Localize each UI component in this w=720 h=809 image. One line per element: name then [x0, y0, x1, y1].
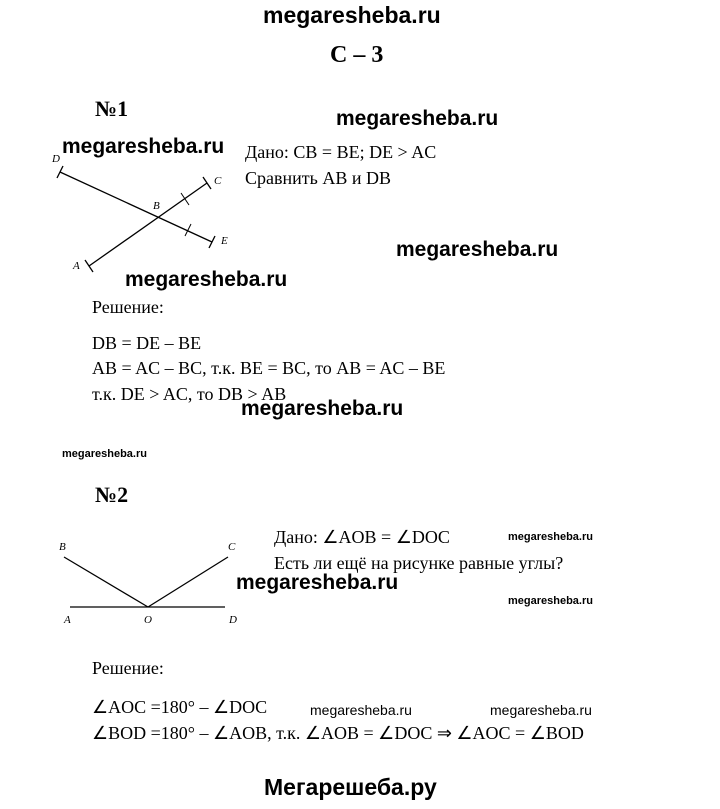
- task1-solution-line-3: т.к. DE > AC, то DB > AB: [92, 384, 287, 404]
- watermark-small: megaresheba.ru: [310, 702, 412, 718]
- watermark-small: megaresheba.ru: [508, 531, 593, 543]
- watermark: megaresheba.ru: [236, 571, 399, 594]
- task1-given: Дано: CB = BE; DE > AC: [245, 142, 437, 162]
- watermark-small: megaresheba.ru: [508, 595, 593, 607]
- task2-ray-OB: [64, 557, 148, 607]
- task1-solution-title: Решение:: [92, 297, 164, 317]
- footer-site-watermark: Мегарешеба.ру: [264, 774, 437, 800]
- task1-question: Сравнить AB и DB: [245, 168, 391, 188]
- task2-given: Дано: ∠AOB = ∠DOC: [274, 527, 450, 547]
- watermark: megaresheba.ru: [125, 268, 288, 291]
- header-site-watermark: megaresheba.ru: [263, 2, 441, 28]
- watermark: megaresheba.ru: [241, 397, 404, 420]
- task2-label-B: B: [59, 541, 66, 553]
- watermark-small: megaresheba.ru: [62, 448, 147, 460]
- task1-number: №1: [95, 96, 129, 121]
- task1-solution-line-1: DB = DE – BE: [92, 333, 202, 353]
- task2-question: Есть ли ещё на рисунке равные углы?: [274, 553, 564, 573]
- task1-label-D: D: [52, 153, 60, 165]
- task2-label-O: O: [144, 614, 152, 626]
- task2-solution-line-2: ∠BOD =180° – ∠AOB, т.к. ∠AOB = ∠DOC ⇒ ∠AOC = ∠BOD: [92, 723, 584, 743]
- task1-solution-line-2: AB = AC – BC, т.к. BE = BC, то AB = AC – BE: [92, 358, 446, 378]
- watermark: megaresheba.ru: [396, 238, 559, 261]
- task2-solution-title: Решение:: [92, 658, 164, 678]
- page-title: С – 3: [330, 42, 384, 68]
- task1-label-C: C: [214, 175, 222, 187]
- task1-label-E: E: [221, 235, 228, 247]
- watermark-small: megaresheba.ru: [490, 702, 592, 718]
- task2-number: №2: [95, 482, 129, 507]
- task1-label-A: A: [73, 260, 80, 272]
- watermark: megaresheba.ru: [336, 107, 499, 130]
- task1-label-B: B: [153, 200, 160, 212]
- task2-label-A: A: [64, 614, 71, 626]
- task2-label-C: C: [228, 541, 236, 553]
- watermark: megaresheba.ru: [62, 135, 225, 158]
- task2-ray-OC: [148, 557, 228, 607]
- task2-label-D: D: [229, 614, 237, 626]
- task2-solution-line-1: ∠AOC =180° – ∠DOC: [92, 697, 268, 717]
